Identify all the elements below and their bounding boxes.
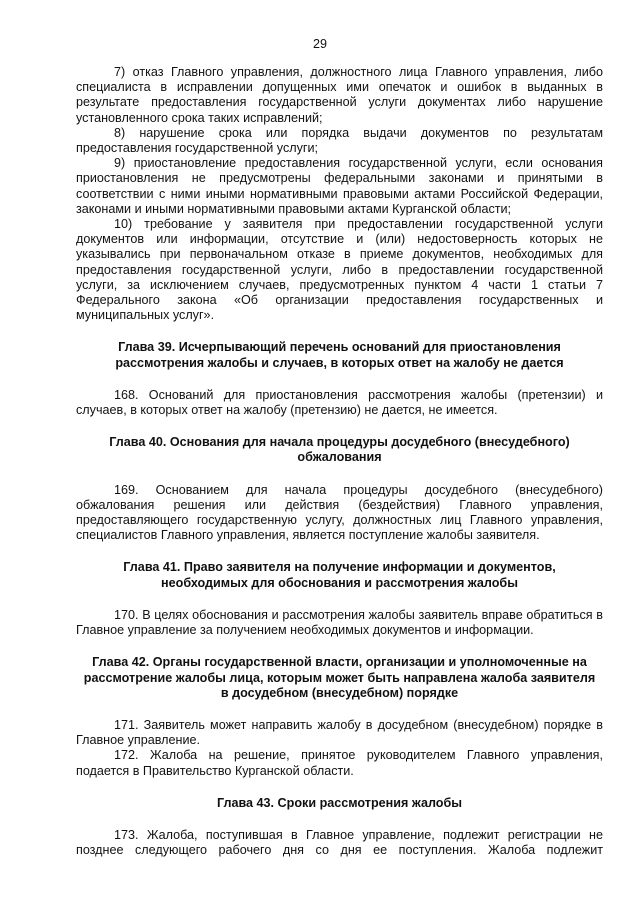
chapter-40-title-line-2: обжалования <box>297 450 382 465</box>
paragraph-171: 171. Заявитель может направить жалобу в досудебном (внесудебном) порядке в Главное управление. <box>76 717 603 748</box>
chapter-40-heading <box>76 435 603 465</box>
paragraph-170: 170. В целях обоснования и рассмотрения жалобы заявитель вправе обратиться в Главное управление за получением необходимых документов и информации. <box>76 607 603 638</box>
paragraph-172: 172. Жалоба на решение, принятое руководителем Главного управления, подается в Правительство Курганской области. <box>76 748 603 778</box>
chapter-43-heading: Глава 43. Сроки рассмотрения жалобы <box>216 795 463 810</box>
page-number: 29 <box>312 37 327 51</box>
chapter-40-title-line-1: Глава 40. Основания для начала процедуры досудебного (внесудебного) <box>109 435 570 450</box>
chapter-41-title-line-2: необходимых для обоснования и рассмотрения жалобы <box>161 575 518 590</box>
chapter-42-title-line-2: рассмотрение жалобы лица, которым может быть направлена жалоба заявителя <box>83 670 596 685</box>
list-item-7: 7) отказ Главного управления, должностного лица Главного управления, либо специалиста в исправлении допущенных ими опечаток и ошибок в выданных в результате предоставления государственной услуги документах либо нарушение установленного срока таких исправлений; <box>76 65 603 125</box>
paragraph-168: 168. Оснований для приостановления рассмотрения жалобы (претензии) и случаев, в которых ответ на жалобу (претензию) не дается, не имеется. <box>76 387 603 418</box>
paragraph-169: 169. Основанием для начала процедуры досудебного (внесудебного) обжалования решения или действия (бездействия) Главного управления, предоставляющего государственную услугу, должностных лиц Главного управления, специалистов Главного управления, является поступление жалобы заявителя. <box>76 482 603 543</box>
list-item-10: 10) требование у заявителя при предоставлении государственной услуги документов или информации, отсутствие и (или) недостоверность которых не указывались при первоначальном отказе в приеме документов, необходимых для предоставления государственной услуги, либо в предоставлении государственной услуги, за исключением случаев, предусмотренных пунктом 4 части 1 статьи 7 Федерального закона «Об организации предоставления государственных и муниципальных услуг». <box>76 217 603 323</box>
list-item-9: 9) приостановление предоставления государственной услуги, если основания приостановления не предусмотрены федеральными законами и принятыми в соответствии с ними иными нормативными правовыми актами Российской Федерации, законами и иными нормативными правовыми актами Курганской области; <box>76 156 603 216</box>
list-item-8: 8) нарушение срока или порядка выдачи документов по результатам предоставления государственной услуги; <box>76 125 603 156</box>
chapter-42-title-line-3: в досудебном (внесудебном) порядке <box>220 685 459 700</box>
chapter-41-title-line-1: Глава 41. Право заявителя на получение информации и документов, <box>123 560 556 575</box>
paragraph-173: 173. Жалоба, поступившая в Главное управление, подлежит регистрации не позднее следующего рабочего дня со дня ее поступления. Жалоба подлежит <box>76 827 603 858</box>
chapter-39-heading <box>76 340 603 370</box>
chapter-42-title-line-1: Глава 42. Органы государственной власти, организации и уполномоченные на <box>92 655 587 670</box>
chapter-42-heading <box>76 655 603 701</box>
chapter-39-title-line-1: Глава 39. Исчерпывающий перечень оснований для приостановления <box>118 340 561 355</box>
chapter-39-title-line-2: рассмотрения жалобы и случаев, в которых ответ на жалобу не дается <box>115 355 564 370</box>
chapter-41-heading <box>76 560 603 590</box>
page-body <box>76 65 603 858</box>
